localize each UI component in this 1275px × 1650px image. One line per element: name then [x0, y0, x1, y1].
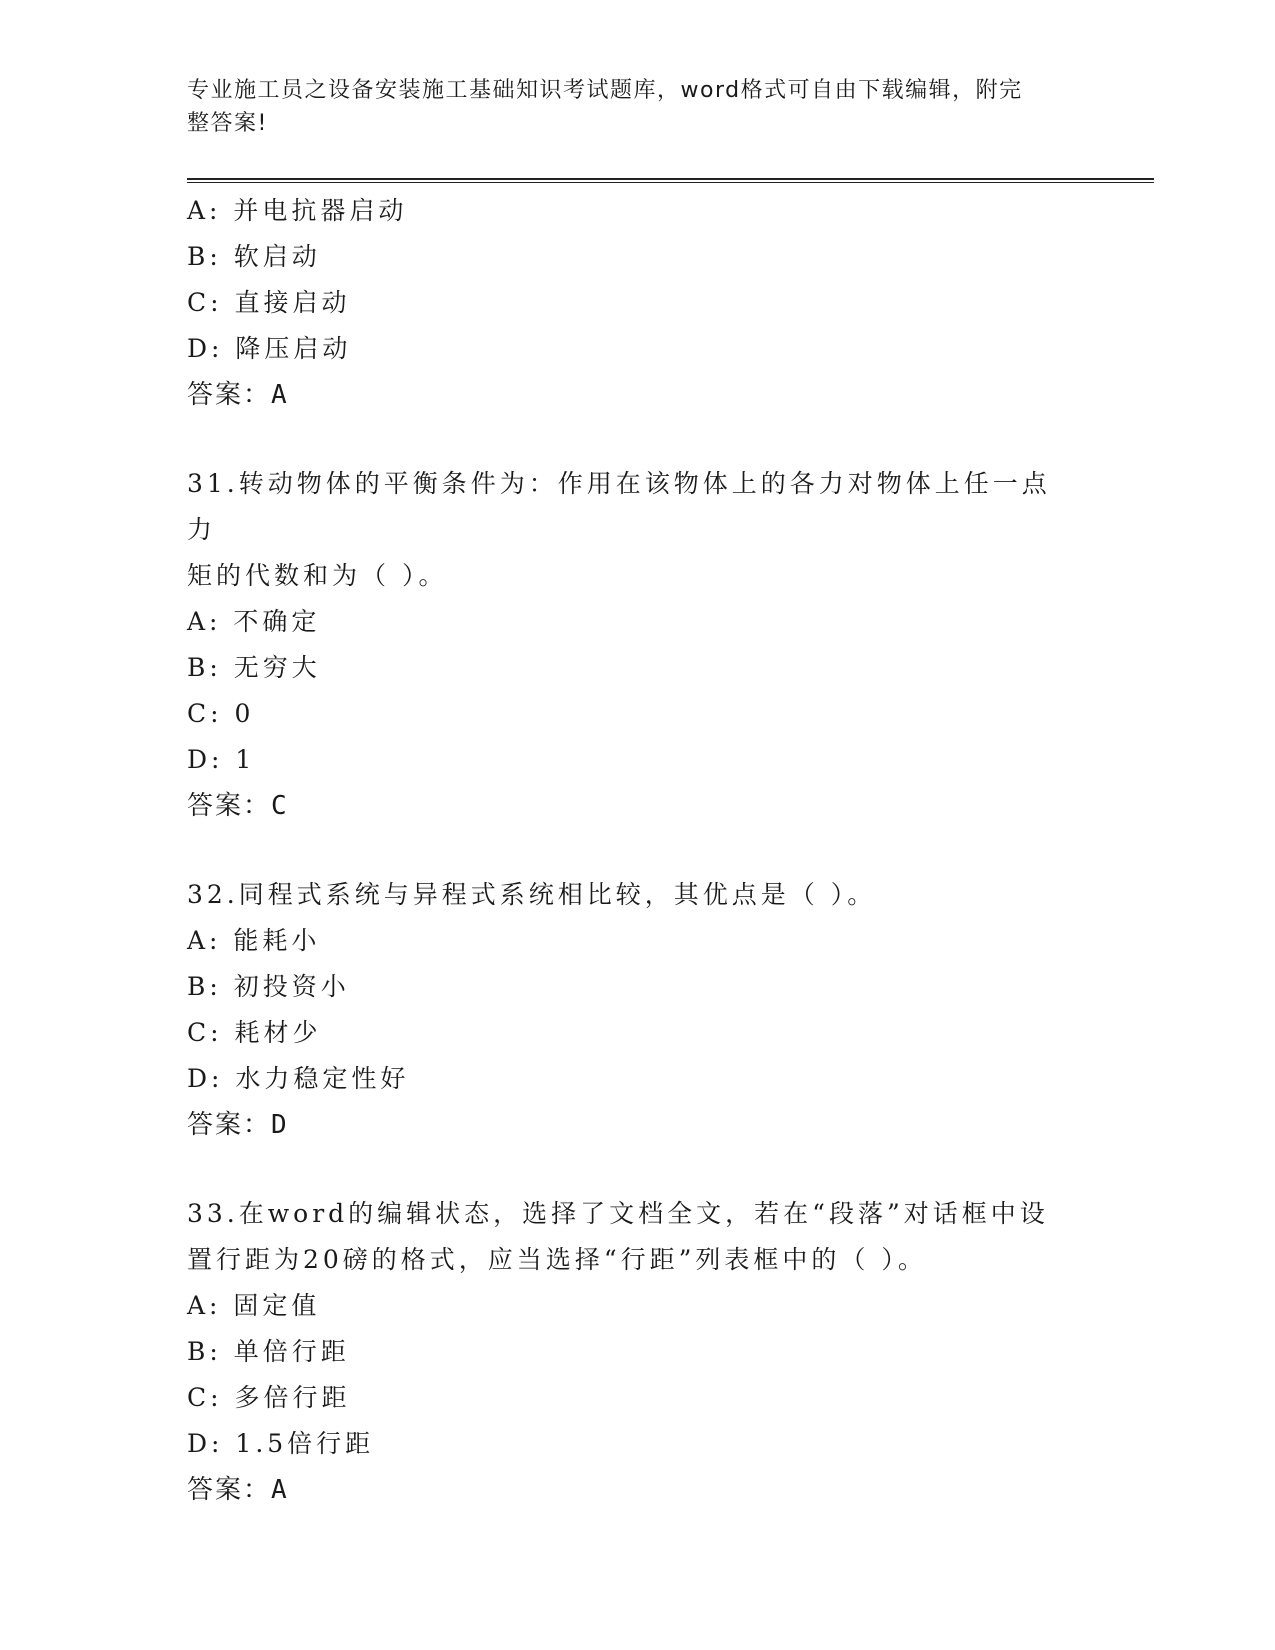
option-a: A: 不确定: [187, 607, 321, 636]
answer-value: D: [271, 1110, 289, 1140]
option-a: A: 固定值: [187, 1291, 321, 1320]
header-line-2: 整答案!: [187, 111, 268, 136]
option-d: D: 1: [187, 745, 256, 774]
option-b: B: 初投资小: [187, 972, 350, 1001]
option-c: C: 多倍行距: [187, 1383, 351, 1412]
option-d: D: 1.5倍行距: [187, 1429, 375, 1458]
question-stem-line-1: 32.同程式系统与异程式系统相比较，其优点是（ ）。: [187, 880, 877, 909]
option-d: D: 水力稳定性好: [187, 1064, 410, 1093]
option-b: B: 单倍行距: [187, 1337, 350, 1366]
page-header: [187, 74, 1067, 140]
answer-value: A: [271, 380, 289, 410]
answer-label: 答案：: [187, 1110, 272, 1140]
option-b: B: 软启动: [187, 242, 321, 271]
question-stem-line-2: 置行距为20磅的格式，应当选择“行距”列表框中的（ ）。: [187, 1245, 927, 1274]
question-list: [187, 188, 1087, 1513]
question-31: [187, 461, 1087, 829]
option-a: A: 能耗小: [187, 926, 321, 955]
question-33: [187, 1191, 1087, 1513]
answer-line: [187, 372, 1087, 418]
question-32: [187, 872, 1087, 1148]
question-stem: [187, 1191, 1067, 1283]
question-stem-line-2: 矩的代数和为（ ）。: [187, 561, 448, 590]
answer-label: 答案：: [187, 380, 272, 410]
question-stem: [187, 461, 1067, 599]
answer-line: [187, 783, 1087, 829]
question-stem-line-1: 31.转动物体的平衡条件为：作用在该物体上的各力对物体上任一点力: [187, 469, 1051, 544]
option-d: D: 降压启动: [187, 334, 352, 363]
header-line-1: 专业施工员之设备安装施工基础知识考试题库，word格式可自由下载编辑，附完: [187, 78, 1023, 103]
option-b: B: 无穷大: [187, 653, 321, 682]
answer-value: A: [271, 1475, 289, 1505]
header-divider-thin: [187, 182, 1154, 183]
question-stem: [187, 872, 1067, 918]
question-spacer: [187, 1148, 1087, 1191]
question-spacer: [187, 829, 1087, 872]
answer-value: C: [271, 791, 289, 821]
header-divider-thick: [187, 178, 1154, 180]
question-30: [187, 188, 1087, 418]
question-spacer: [187, 418, 1087, 461]
answer-label: 答案：: [187, 791, 272, 821]
option-c: C: 直接启动: [187, 288, 351, 317]
option-c: C: 耗材少: [187, 1018, 322, 1047]
answer-line: [187, 1102, 1087, 1148]
answer-line: [187, 1467, 1087, 1513]
question-stem-line-1: 33.在word的编辑状态，选择了文档全文，若在“段落”对话框中设: [187, 1199, 1049, 1228]
answer-label: 答案：: [187, 1475, 272, 1505]
option-a: A: 并电抗器启动: [187, 196, 408, 225]
option-c: C: 0: [187, 699, 255, 728]
